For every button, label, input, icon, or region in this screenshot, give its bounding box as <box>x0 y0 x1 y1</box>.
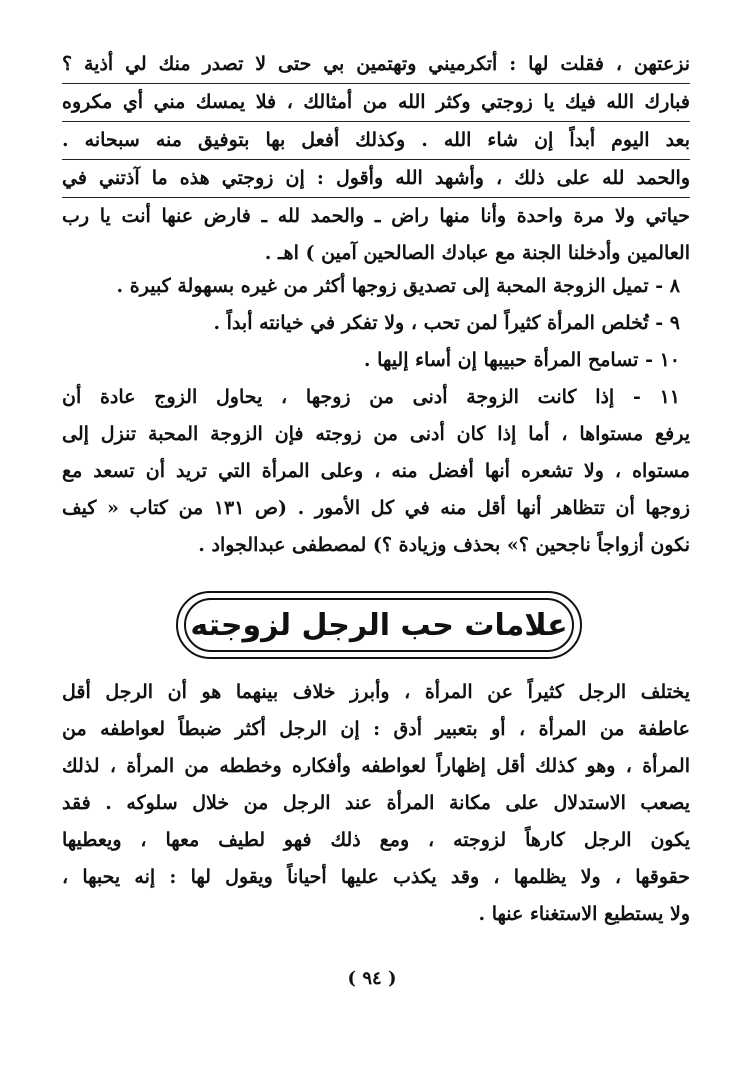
numbered-list <box>62 268 690 379</box>
text-line: يرفع مستواها ، أما إذا كان أدنى من زوجته فإن الزوجة المحبة تنزل إلى <box>62 423 690 445</box>
text-line: والحمد لله على ذلك ، وأشهد الله وأقول : إن زوجتي هذه ما آذتني في <box>62 160 690 198</box>
text-line: زوجها أن تتظاهر أنها أقل منه في كل الأمور . (ص ١٣١ من كتاب « كيف <box>62 497 690 519</box>
text-line: يختلف الرجل كثيراً عن المرأة ، وأبرز خلاف بينهما هو أن الرجل أقل <box>62 681 690 703</box>
text-line: حياتي ولا مرة واحدة وأنا منها راض ـ والحمد لله ـ فارض عنها أنت يا رب <box>62 205 690 227</box>
section-title: علامات حب الرجل لزوجته <box>184 598 574 652</box>
list-item-11 <box>62 379 690 564</box>
text-line: بعد اليوم أبداً إن شاء الله . وكذلك أفعل بها بتوفيق منه سبحانه . <box>62 122 690 160</box>
text-line: يكون الرجل كارهاً لزوجته ، ومع ذلك فهو لطيف معها ، ويعطيها <box>62 829 690 851</box>
text-line: المرأة ، وهو كذلك أقل إظهاراً لعواطفه وأفكاره وخططه من المرأة ، لذلك <box>62 755 690 777</box>
text-line: حقوقها ، ولا يظلمها ، وقد يكذب عليها أحياناً ويقول لها : إنه يحبها ، <box>62 866 690 888</box>
text-line: نزعتهن ، فقلت لها : أتكرميني وتهتمين بي حتى لا تصدر منك لي أذية ؟ <box>62 46 690 84</box>
list-item: ١٠ - تسامح المرأة حبيبها إن أساء إليها . <box>363 349 680 371</box>
text-line: ولا يستطيع الاستغناء عنها . <box>478 903 690 925</box>
text-line: عاطفة من المرأة ، أو بتعبير أدق : إن الرجل أكثر ضبطاً لعواطفه من <box>62 718 690 740</box>
page-number: ( ٩٤ ) <box>347 968 397 989</box>
list-item: ٩ - تُخلص المرأة كثيراً لمن تحب ، ولا تفكر في خيانته أبداً . <box>213 312 680 334</box>
section-title-frame <box>176 591 582 659</box>
text-line: يصعب الاستدلال على مكانة المرأة عند الرجل من خلال سلوكه . فقد <box>62 792 690 814</box>
text-line: فبارك الله فيك يا زوجتي وكثر الله من أمثالك ، فلا يمسك مني أي مكروه <box>62 84 690 122</box>
text-line: مستواه ، ولا تشعره أنها أفضل منه ، وعلى المرأة التي تريد أن تسعد مع <box>62 460 690 482</box>
quoted-paragraph <box>62 46 690 272</box>
list-item: ٨ - تميل الزوجة المحبة إلى تصديق زوجها أكثر من غيره بسهولة كبيرة . <box>116 275 680 297</box>
section-paragraph <box>62 674 690 933</box>
text-line: ١١ - إذا كانت الزوجة أدنى من زوجها ، يحاول الزوج عادة أن <box>62 386 680 408</box>
text-line: العالمين وأدخلنا الجنة مع عبادك الصالحين آمين ) اهـ . <box>264 242 690 264</box>
text-line: نكون أزواجاً ناجحين ؟» بحذف وزيادة ؟) لمصطفى عبدالجواد . <box>198 534 690 556</box>
